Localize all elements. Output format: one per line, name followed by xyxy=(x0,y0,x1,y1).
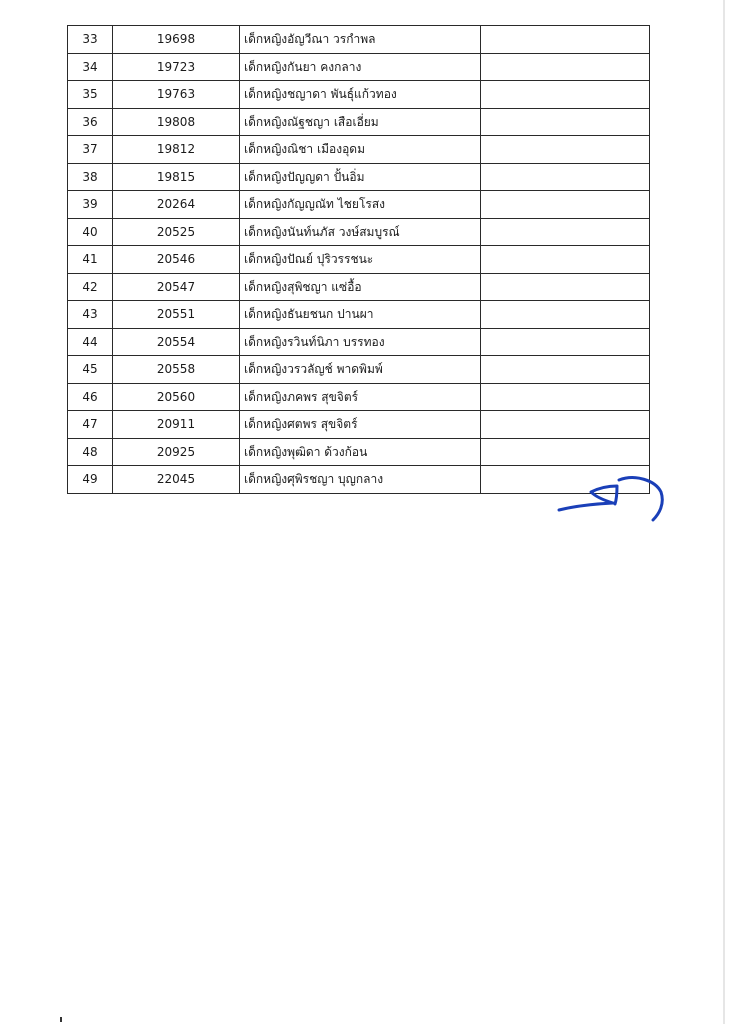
handwritten-signature-icon xyxy=(555,470,670,530)
row-number: 46 xyxy=(68,383,113,411)
scan-artifact xyxy=(60,1017,62,1022)
student-id: 19812 xyxy=(113,136,240,164)
student-name: เด็กหญิงรวินท์นิภา บรรทอง xyxy=(240,328,481,356)
blank-cell xyxy=(481,273,650,301)
blank-cell xyxy=(481,26,650,54)
student-roster-table xyxy=(67,25,650,494)
row-number: 49 xyxy=(68,466,113,494)
row-number: 44 xyxy=(68,328,113,356)
student-id: 20525 xyxy=(113,218,240,246)
student-name: เด็กหญิงณิชา เมืองอุดม xyxy=(240,136,481,164)
blank-cell xyxy=(481,53,650,81)
blank-cell xyxy=(481,328,650,356)
student-name: เด็กหญิงอัญวีณา วรกำพล xyxy=(240,26,481,54)
table-row xyxy=(68,26,650,54)
student-id: 20551 xyxy=(113,301,240,329)
table-row xyxy=(68,218,650,246)
student-id: 20911 xyxy=(113,411,240,439)
row-number: 38 xyxy=(68,163,113,191)
table-row xyxy=(68,53,650,81)
table-row xyxy=(68,383,650,411)
student-name: เด็กหญิงศตพร สุขจิตร์ xyxy=(240,411,481,439)
blank-cell xyxy=(481,356,650,384)
student-name: เด็กหญิงปัญญดา ปั้นอิ่ม xyxy=(240,163,481,191)
student-name: เด็กหญิงกัญญณัท ไชยโรสง xyxy=(240,191,481,219)
student-id: 20925 xyxy=(113,438,240,466)
student-name: เด็กหญิงธันยชนก ปานผา xyxy=(240,301,481,329)
student-name: เด็กหญิงปัณย์ ปุริวรรชนะ xyxy=(240,246,481,274)
student-id: 19808 xyxy=(113,108,240,136)
student-id: 20560 xyxy=(113,383,240,411)
table-row xyxy=(68,136,650,164)
page-edge-shadow xyxy=(723,0,725,1024)
student-name: เด็กหญิงภคพร สุขจิตร์ xyxy=(240,383,481,411)
student-name: เด็กหญิงศุพิรชญา บุญกลาง xyxy=(240,466,481,494)
student-name: เด็กหญิงพุฒิดา ด้วงก้อน xyxy=(240,438,481,466)
table-row xyxy=(68,273,650,301)
table-row xyxy=(68,356,650,384)
student-id: 20264 xyxy=(113,191,240,219)
row-number: 41 xyxy=(68,246,113,274)
row-number: 47 xyxy=(68,411,113,439)
student-id: 19763 xyxy=(113,81,240,109)
blank-cell xyxy=(481,301,650,329)
table-row xyxy=(68,246,650,274)
student-id: 20547 xyxy=(113,273,240,301)
student-id: 22045 xyxy=(113,466,240,494)
student-id: 19815 xyxy=(113,163,240,191)
table-row xyxy=(68,411,650,439)
blank-cell xyxy=(481,383,650,411)
blank-cell xyxy=(481,218,650,246)
blank-cell xyxy=(481,411,650,439)
table-row xyxy=(68,81,650,109)
blank-cell xyxy=(481,246,650,274)
row-number: 36 xyxy=(68,108,113,136)
table-row xyxy=(68,301,650,329)
student-name: เด็กหญิงณัฐชญา เสือเอี่ยม xyxy=(240,108,481,136)
student-id: 20558 xyxy=(113,356,240,384)
table-row xyxy=(68,163,650,191)
table-row xyxy=(68,438,650,466)
student-name: เด็กหญิงชญาดา พันธุ์แก้วทอง xyxy=(240,81,481,109)
student-name: เด็กหญิงกันยา คงกลาง xyxy=(240,53,481,81)
row-number: 34 xyxy=(68,53,113,81)
blank-cell xyxy=(481,438,650,466)
blank-cell xyxy=(481,191,650,219)
student-name: เด็กหญิงนันท์นภัส วงษ์สมบูรณ์ xyxy=(240,218,481,246)
student-id: 20554 xyxy=(113,328,240,356)
table-row xyxy=(68,108,650,136)
student-name: เด็กหญิงสุพิชญา แซ่อื้อ xyxy=(240,273,481,301)
table-row xyxy=(68,328,650,356)
row-number: 42 xyxy=(68,273,113,301)
signature-stroke xyxy=(559,478,662,520)
student-id: 19698 xyxy=(113,26,240,54)
blank-cell xyxy=(481,136,650,164)
blank-cell xyxy=(481,108,650,136)
row-number: 45 xyxy=(68,356,113,384)
blank-cell xyxy=(481,81,650,109)
table-row xyxy=(68,191,650,219)
row-number: 48 xyxy=(68,438,113,466)
row-number: 35 xyxy=(68,81,113,109)
student-id: 19723 xyxy=(113,53,240,81)
row-number: 40 xyxy=(68,218,113,246)
row-number: 33 xyxy=(68,26,113,54)
row-number: 39 xyxy=(68,191,113,219)
student-id: 20546 xyxy=(113,246,240,274)
row-number: 37 xyxy=(68,136,113,164)
blank-cell xyxy=(481,163,650,191)
roster-body xyxy=(68,26,650,494)
row-number: 43 xyxy=(68,301,113,329)
student-name: เด็กหญิงวรวลัญช์ พาดพิมพ์ xyxy=(240,356,481,384)
